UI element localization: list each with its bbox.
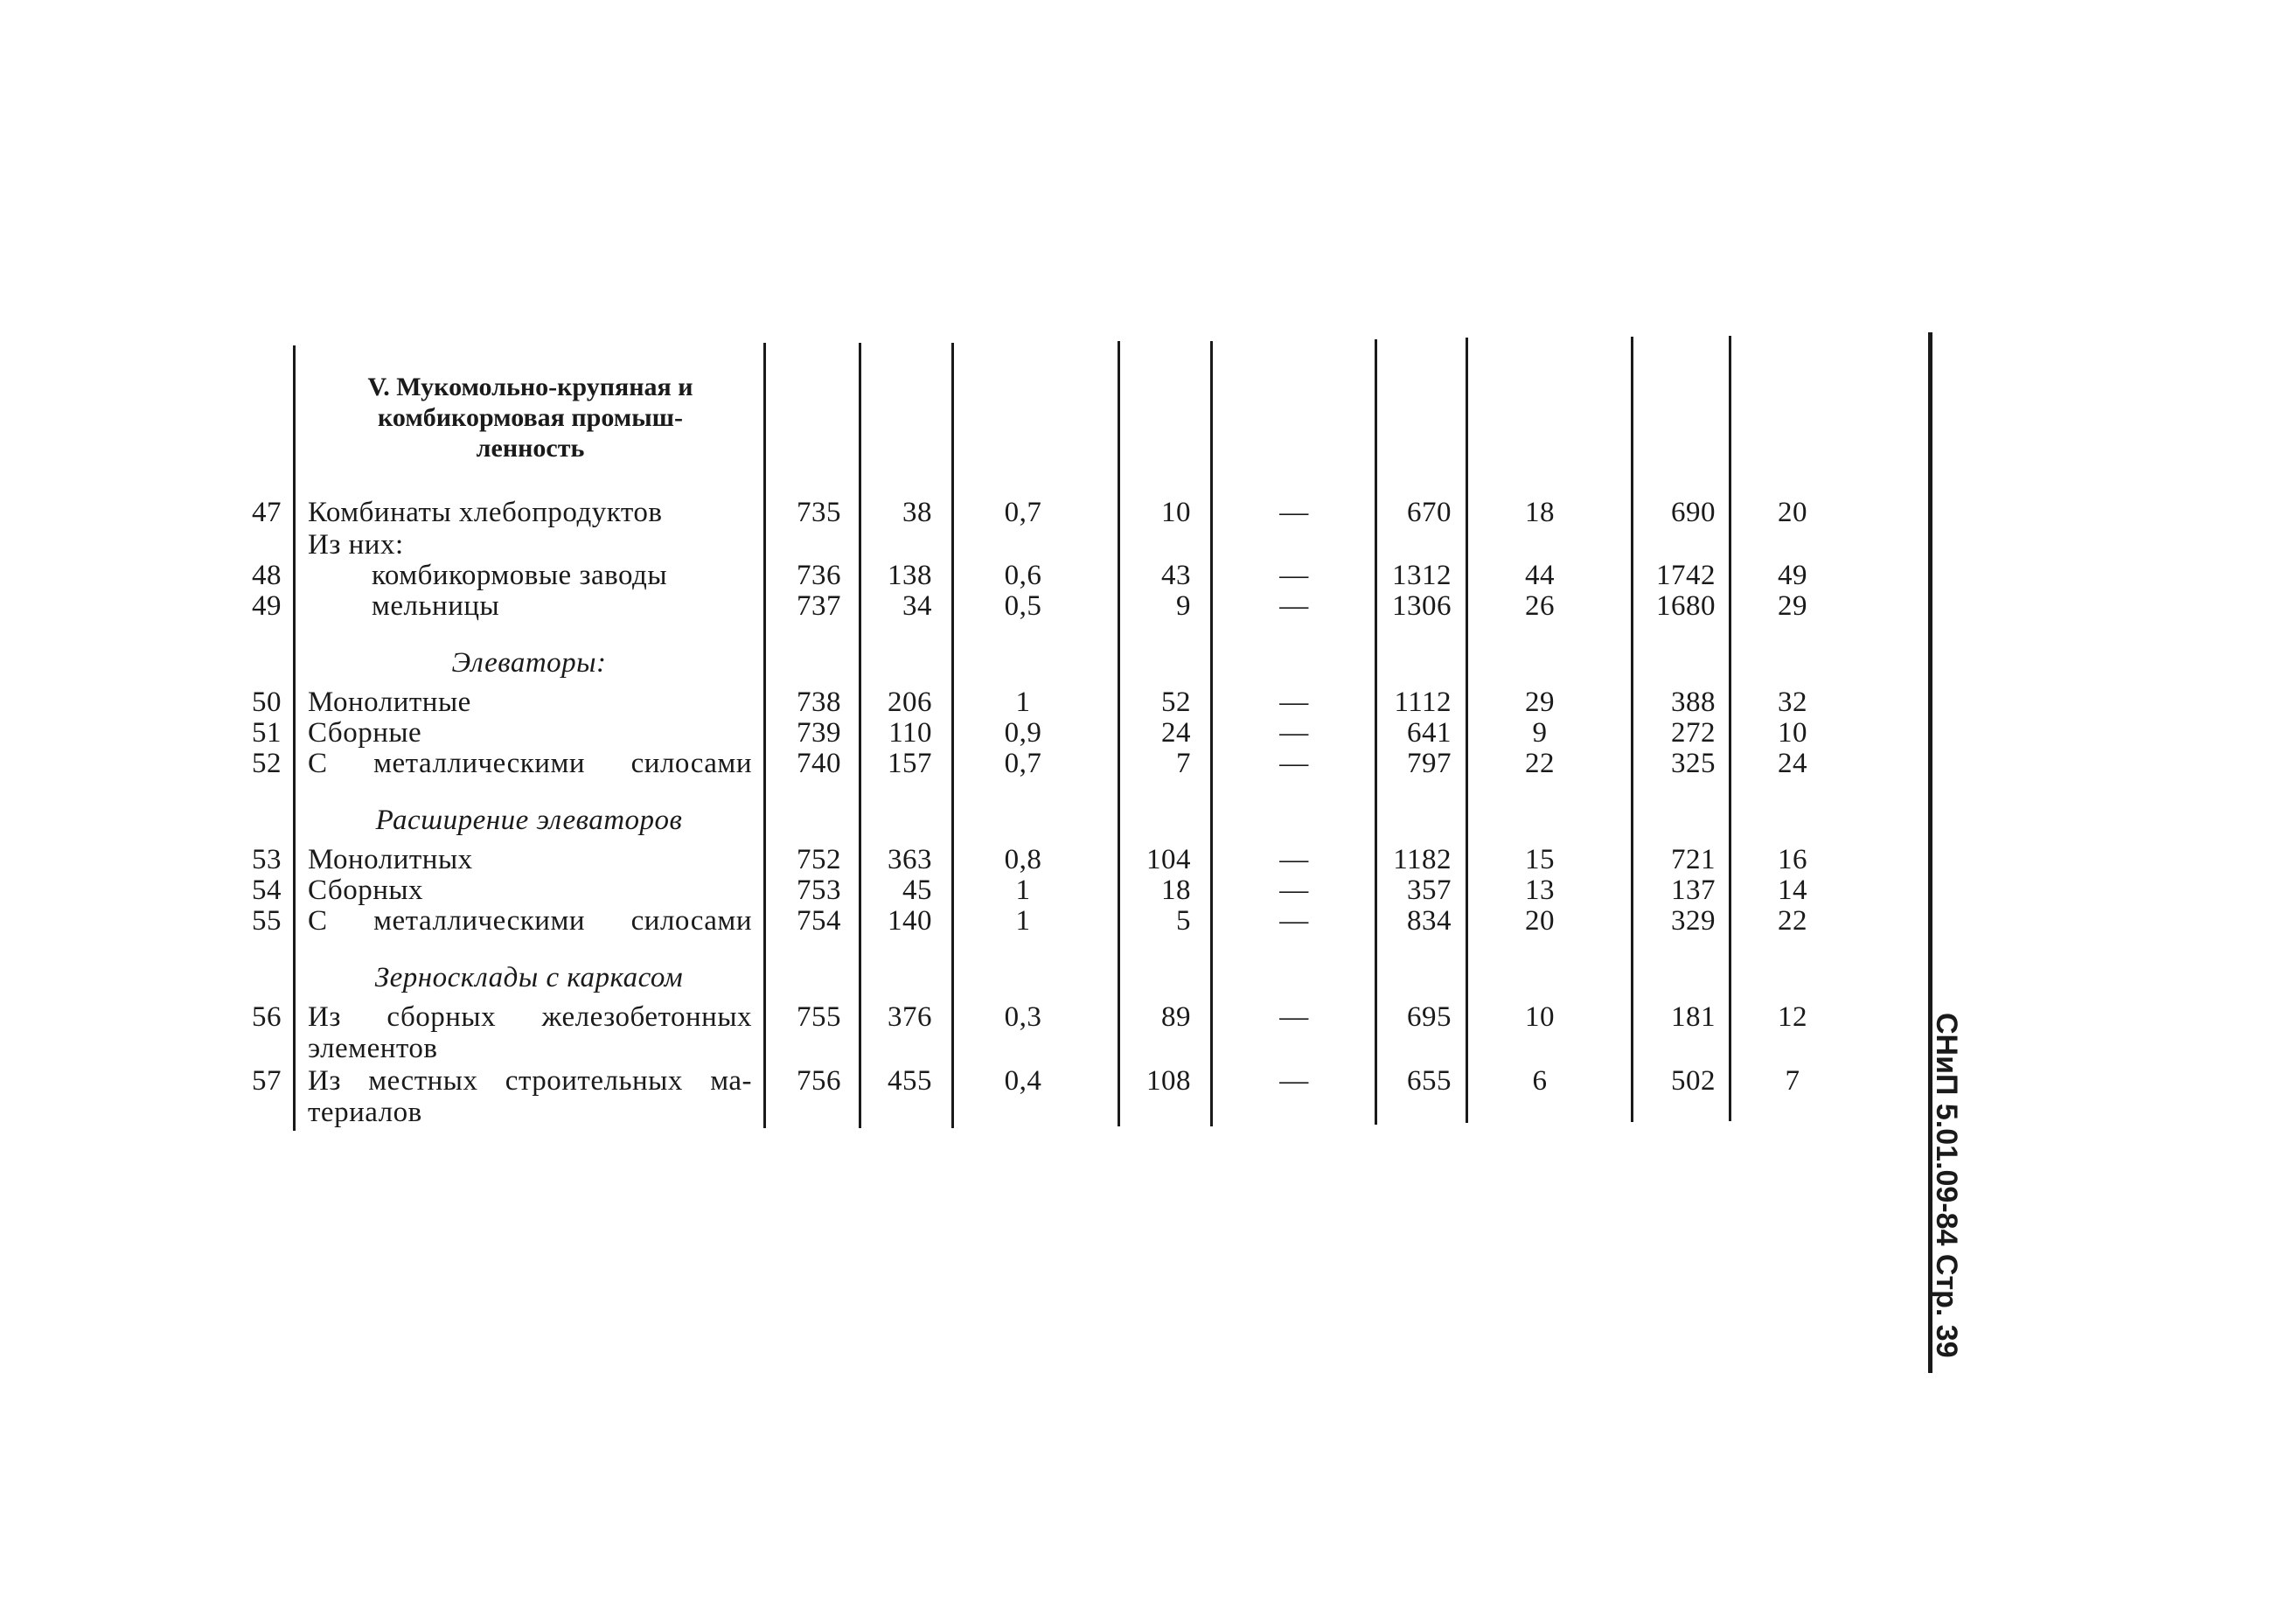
cell-c3: 0,6 (1004, 560, 1042, 591)
row-name-word: Из (308, 1001, 341, 1033)
cell-c9: 12 (1778, 1001, 1807, 1033)
row-number: 48 (252, 560, 282, 591)
row-name-word: железобетонных (541, 1001, 752, 1033)
cell-c4: 43 (1161, 560, 1191, 591)
page-stamp: СНиП 5.01.09-84 Стр. 39 (1930, 1013, 1963, 1358)
cell-c1: 737 (797, 590, 841, 622)
cell-c2: 455 (888, 1065, 932, 1097)
cell-c4: 108 (1146, 1065, 1191, 1097)
cell-c4: 10 (1161, 497, 1191, 528)
cell-c6: 670 (1407, 497, 1452, 528)
cell-c5: — (1279, 905, 1309, 937)
section-title: V. Мукомольно-крупяная и комбикормовая промыш- ленность (367, 373, 693, 463)
cell-c5: — (1279, 687, 1309, 718)
cell-c1: 755 (797, 1001, 841, 1033)
cell-c2: 110 (888, 717, 932, 749)
row-name: Сборные (308, 717, 422, 749)
column-rule (1466, 338, 1468, 1123)
subgroup-label: Из них: (308, 529, 404, 561)
column-rule (1631, 337, 1633, 1122)
cell-c9: 49 (1778, 560, 1807, 591)
column-rule (859, 343, 861, 1128)
column-rule (1729, 336, 1731, 1121)
cell-c9: 32 (1778, 687, 1807, 718)
group-heading: Элеваторы: (451, 647, 607, 679)
cell-c8: 181 (1671, 1001, 1716, 1033)
row-name: Монолитных (308, 844, 473, 875)
row-name: мельницы (372, 590, 500, 622)
cell-c4: 24 (1161, 717, 1191, 749)
cell-c6: 655 (1407, 1065, 1452, 1097)
cell-c1: 740 (797, 748, 841, 779)
column-rule (1118, 341, 1120, 1126)
cell-c2: 363 (888, 844, 932, 875)
cell-c2: 38 (902, 497, 932, 528)
cell-c8: 1742 (1656, 560, 1716, 591)
cell-c3: 0,8 (1004, 844, 1042, 875)
column-rule (1210, 341, 1213, 1126)
row-name-word: строительных (505, 1065, 683, 1097)
cell-c2: 138 (888, 560, 932, 591)
cell-c8: 137 (1671, 875, 1716, 906)
cell-c7: 9 (1532, 717, 1548, 749)
row-name (308, 905, 752, 937)
cell-c3: 0,7 (1004, 748, 1042, 779)
cell-c7: 18 (1525, 497, 1555, 528)
cell-c7: 22 (1525, 748, 1555, 779)
cell-c3: 0,7 (1004, 497, 1042, 528)
row-name-word: силосами (630, 905, 752, 937)
cell-c7: 15 (1525, 844, 1555, 875)
cell-c6: 797 (1407, 748, 1452, 779)
cell-c5: — (1279, 590, 1309, 622)
row-name-word: силосами (630, 748, 752, 779)
cell-c7: 10 (1525, 1001, 1555, 1033)
cell-c8: 502 (1671, 1065, 1716, 1097)
row-name: Сборных (308, 875, 424, 906)
cell-c7: 29 (1525, 687, 1555, 718)
row-name: Комбинаты хлебопродуктов (308, 497, 663, 528)
cell-c6: 1306 (1392, 590, 1452, 622)
cell-c1: 754 (797, 905, 841, 937)
cell-c8: 272 (1671, 717, 1716, 749)
row-name-word: сборных (386, 1001, 497, 1033)
cell-c3: 0,5 (1004, 590, 1042, 622)
cell-c9: 10 (1778, 717, 1807, 749)
cell-c1: 756 (797, 1065, 841, 1097)
cell-c6: 1112 (1394, 687, 1452, 718)
cell-c1: 735 (797, 497, 841, 528)
row-number: 55 (252, 905, 282, 937)
row-name-word: Из (308, 1065, 341, 1097)
row-number: 54 (252, 875, 282, 906)
row-name: комбикормовые заводы (372, 560, 668, 591)
cell-c9: 22 (1778, 905, 1807, 937)
cell-c3: 1 (1015, 687, 1031, 718)
cell-c1: 738 (797, 687, 841, 718)
cell-c7: 44 (1525, 560, 1555, 591)
row-name: Монолитные (308, 687, 471, 718)
row-name (308, 1065, 752, 1097)
column-rule (293, 345, 296, 1131)
cell-c8: 388 (1671, 687, 1716, 718)
cell-c6: 357 (1407, 875, 1452, 906)
cell-c8: 325 (1671, 748, 1716, 779)
row-name-word: ма- (710, 1065, 752, 1097)
cell-c8: 721 (1671, 844, 1716, 875)
cell-c2: 157 (888, 748, 932, 779)
cell-c2: 140 (888, 905, 932, 937)
row-number: 51 (252, 717, 282, 749)
column-rule (763, 343, 766, 1128)
cell-c1: 736 (797, 560, 841, 591)
cell-c8: 329 (1671, 905, 1716, 937)
row-name-word: местных (368, 1065, 478, 1097)
cell-c2: 34 (902, 590, 932, 622)
row-number: 56 (252, 1001, 282, 1033)
cell-c6: 834 (1407, 905, 1452, 937)
column-rule (1375, 339, 1377, 1125)
cell-c5: — (1279, 748, 1309, 779)
cell-c3: 1 (1015, 905, 1031, 937)
cell-c5: — (1279, 560, 1309, 591)
cell-c2: 376 (888, 1001, 932, 1033)
cell-c4: 5 (1176, 905, 1191, 937)
cell-c9: 7 (1785, 1065, 1800, 1097)
cell-c7: 6 (1532, 1065, 1548, 1097)
column-rule (951, 343, 954, 1128)
cell-c3: 0,3 (1004, 1001, 1042, 1033)
row-name (308, 1001, 752, 1033)
row-number: 47 (252, 497, 282, 528)
cell-c3: 0,9 (1004, 717, 1042, 749)
cell-c2: 206 (888, 687, 932, 718)
cell-c1: 752 (797, 844, 841, 875)
cell-c3: 1 (1015, 875, 1031, 906)
cell-c9: 24 (1778, 748, 1807, 779)
cell-c7: 20 (1525, 905, 1555, 937)
cell-c3: 0,4 (1004, 1065, 1042, 1097)
cell-c7: 13 (1525, 875, 1555, 906)
row-name-word: С (308, 748, 328, 779)
cell-c6: 1312 (1392, 560, 1452, 591)
row-number: 49 (252, 590, 282, 622)
row-number: 57 (252, 1065, 282, 1097)
cell-c4: 89 (1161, 1001, 1191, 1033)
cell-c5: — (1279, 1065, 1309, 1097)
cell-c7: 26 (1525, 590, 1555, 622)
cell-c6: 1182 (1393, 844, 1452, 875)
row-name-word: С (308, 905, 328, 937)
row-number: 50 (252, 687, 282, 718)
cell-c9: 29 (1778, 590, 1807, 622)
row-name-word: металлическими (373, 905, 585, 937)
cell-c5: — (1279, 1001, 1309, 1033)
cell-c1: 739 (797, 717, 841, 749)
cell-c9: 20 (1778, 497, 1807, 528)
cell-c4: 104 (1146, 844, 1191, 875)
cell-c8: 690 (1671, 497, 1716, 528)
row-name-continued: элементов (308, 1033, 438, 1064)
cell-c1: 753 (797, 875, 841, 906)
row-name-continued: териалов (308, 1097, 422, 1128)
row-number: 53 (252, 844, 282, 875)
cell-c6: 695 (1407, 1001, 1452, 1033)
cell-c5: — (1279, 875, 1309, 906)
cell-c5: — (1279, 717, 1309, 749)
row-name-word: металлическими (373, 748, 585, 779)
cell-c4: 52 (1161, 687, 1191, 718)
cell-c4: 18 (1161, 875, 1191, 906)
row-name (308, 748, 752, 779)
cell-c9: 14 (1778, 875, 1807, 906)
cell-c6: 641 (1407, 717, 1452, 749)
cell-c4: 9 (1176, 590, 1191, 622)
cell-c4: 7 (1176, 748, 1191, 779)
row-number: 52 (252, 748, 282, 779)
cell-c8: 1680 (1656, 590, 1716, 622)
cell-c9: 16 (1778, 844, 1807, 875)
group-heading: Зерносклады с каркасом (374, 962, 684, 993)
cell-c5: — (1279, 497, 1309, 528)
cell-c5: — (1279, 844, 1309, 875)
cell-c2: 45 (902, 875, 932, 906)
group-heading: Расширение элеваторов (375, 805, 683, 836)
